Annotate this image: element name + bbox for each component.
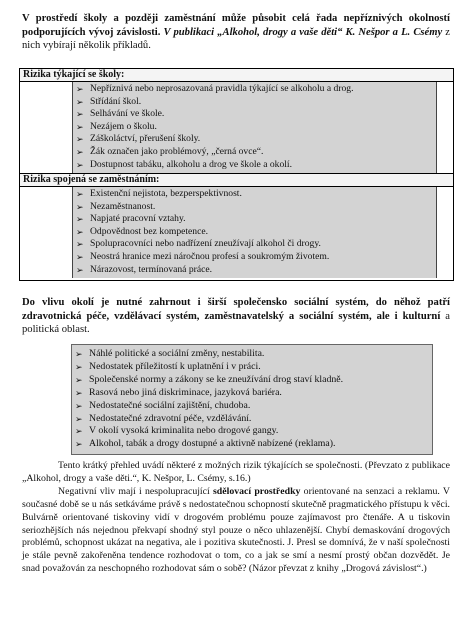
list-item: [73, 108, 436, 121]
list-item: [73, 251, 436, 264]
list-item: [72, 438, 432, 451]
list-item: [73, 238, 436, 251]
list-item-text: Neostrá hranice mezi náročnou profesí a soukromým životem.: [90, 250, 330, 262]
list-item: [73, 159, 436, 172]
arrow-bullet-icon: ➢: [75, 413, 83, 424]
list-item: [73, 213, 436, 226]
list-item-text: Selhávání ve škole.: [90, 108, 165, 120]
list-item: [73, 83, 436, 96]
summary-paragraph: Tento krátký přehled uvádí některé z možných rizik týkajících se společnosti. (Převzato z publikace „Alkohol, drogy a vaše děti.“, K. Nešpor, L. Csémy, s.16.): [22, 460, 450, 484]
social-system-paragraph: [22, 296, 450, 337]
school-risks-box: [19, 68, 454, 174]
list-item: [73, 96, 436, 109]
arrow-bullet-icon: ➢: [76, 201, 84, 212]
arrow-bullet-icon: ➢: [76, 226, 84, 237]
list-item: [72, 348, 432, 361]
arrow-bullet-icon: ➢: [76, 159, 84, 170]
list-item-text: Spolupracovníci nebo nadřízení zneužívají alkohol či drogy.: [90, 238, 321, 250]
list-item: [72, 400, 432, 413]
social-system-normal-text: a politická oblast.: [22, 310, 450, 336]
media-bold-term: sdělovací prostředky: [212, 485, 301, 497]
list-item: [73, 226, 436, 239]
list-item-text: Nezájem o školu.: [90, 120, 157, 132]
list-item: [72, 425, 432, 438]
work-risks-box: [19, 173, 454, 281]
list-item-text: Alkohol, tabák a drogy dostupné a aktivně nabízené (reklama).: [89, 438, 336, 450]
arrow-bullet-icon: ➢: [75, 349, 83, 359]
arrow-bullet-icon: ➢: [76, 96, 84, 107]
list-item-text: V okolí vysoká kriminalita nebo drogové gangy.: [89, 425, 279, 437]
work-risks-heading: Rizika spojená se zaměstnáním:: [20, 174, 453, 187]
list-item: [73, 264, 436, 277]
list-item: [72, 387, 432, 400]
list-item: [73, 133, 436, 146]
list-item: [73, 121, 436, 134]
arrow-bullet-icon: ➢: [76, 264, 84, 275]
arrow-bullet-icon: ➢: [76, 146, 84, 157]
arrow-bullet-icon: ➢: [76, 189, 84, 199]
media-paragraph: [22, 486, 450, 576]
list-item-text: Nedostatek příležitostí k uplatnění i v práci.: [89, 360, 261, 372]
arrow-bullet-icon: ➢: [76, 109, 84, 120]
arrow-bullet-icon: ➢: [76, 84, 84, 94]
list-item: [73, 188, 436, 201]
school-risks-heading: Rizika týkající se školy:: [20, 69, 453, 82]
work-risks-list: [72, 187, 437, 278]
list-item-text: Náhlé politické a sociální změny, nestabilita.: [89, 348, 265, 359]
list-item: [73, 201, 436, 214]
list-item-text: Nedostatečné sociální zajištění, chudoba.: [89, 399, 251, 411]
intro-bold-text: V prostředí školy a později zaměstnání může působit celá řada nepříznivých okolností podporujících vývoj závislosti.: [22, 13, 450, 38]
arrow-bullet-icon: ➢: [75, 439, 83, 450]
list-item: [72, 374, 432, 387]
list-item-text: Napjaté pracovní vztahy.: [90, 213, 186, 225]
list-item-text: Nedostatečné zdravotní péče, vzdělávání.: [89, 412, 252, 424]
arrow-bullet-icon: ➢: [76, 121, 84, 132]
list-item: [72, 361, 432, 374]
list-item: [73, 146, 436, 159]
intro-tail-text: z nich vybírají několik příkladů.: [22, 26, 450, 52]
media-text-start: Negativní vliv mají i nespolupracující: [58, 485, 213, 497]
school-risks-list: [72, 82, 437, 173]
list-item-text: Nepříznivá nebo neprosazovaná pravidla týkající se alkoholu a drog.: [90, 83, 354, 94]
intro-paragraph: [22, 12, 450, 53]
intro-publication-text: V publikaci „Alkohol, drogy a vaše děti“ K. Nešpor a L. Csémy: [160, 26, 446, 38]
arrow-bullet-icon: ➢: [75, 361, 83, 372]
list-item-text: Nárazovost, termínovaná práce.: [90, 263, 212, 275]
environment-factors-list: [71, 344, 433, 455]
list-item-text: Rasová nebo jiná diskriminace, jazyková bariéra.: [89, 386, 282, 398]
list-item-text: Střídání škol.: [90, 95, 142, 107]
arrow-bullet-icon: ➢: [75, 400, 83, 411]
arrow-bullet-icon: ➢: [75, 426, 83, 437]
arrow-bullet-icon: ➢: [75, 374, 83, 385]
list-item-text: Záškoláctví, přerušení školy.: [90, 133, 201, 145]
list-item-text: Nezaměstnanost.: [90, 200, 156, 212]
list-item: [72, 413, 432, 426]
list-item-text: Žák označen jako problémový, „černá ovce“.: [90, 145, 264, 157]
list-item-text: Společenské normy a zákony se ke zneužívání drog staví kladně.: [89, 373, 344, 385]
list-item-text: Dostupnost tabáku, alkoholu a drog ve škole a okolí.: [90, 158, 292, 170]
arrow-bullet-icon: ➢: [76, 251, 84, 262]
list-item-text: Existenční nejistota, bezperspektivnost.: [90, 188, 242, 199]
arrow-bullet-icon: ➢: [75, 387, 83, 398]
closing-text: [22, 460, 450, 576]
social-system-bold-text: Do vlivu okolí je nutné zahrnout i širší společensko sociální systém, do něhož patří zdravotnická péče, vzdělávací systém, zaměstnavatelský a sociální systém, ale i kulturní: [22, 297, 450, 322]
arrow-bullet-icon: ➢: [76, 214, 84, 225]
arrow-bullet-icon: ➢: [76, 239, 84, 250]
arrow-bullet-icon: ➢: [76, 134, 84, 145]
media-text-rest: orientované na senzaci a reklamu. V současné době se u nás setkáváme právě s nedostatečnou schopností skutečně pragmatického přístupu k věci. Bulvárně orientované tiskoviny vidí v drogovém problému pouze zajímavost pro čtenáře. A u tiskovin seriozhějších nás nejednou překvapí shodný styl pouze o něco uhlazenější. Chybí demaskování drogových problémů, schopnost ukázat na negativa, ale i pozitiva skutečnosti. J. Presl se domnívá, že v naší společnosti je stále pevně zakořeněna tendence rozhodovat o tom, co a jak se smí a nesmí prostý občan dozvědět. Je snad považován za neschopného rozhodovat sám o sobě? (Názor převzat z knihy „Drogová závislost“.): [22, 485, 450, 575]
list-item-text: Odpovědnost bez kompetence.: [90, 225, 209, 237]
